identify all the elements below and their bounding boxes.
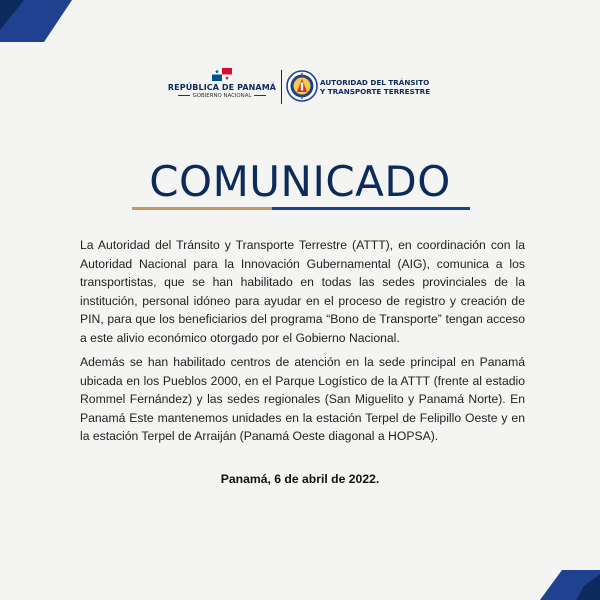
header: [0, 68, 600, 108]
body-paragraph-2: Además se han habilitado centros de atención en la sede principal en Panamá ubicada en los Pueblos 2000, en el Parque Logístico de la ATTT (frente al estadio Rommel Fernández) y las sedes regionales (San Miguelito y Panamá Norte). En Panamá Este mantenemos unidades en la estación Terpel de Felipillo Oeste y en la estación Terpel de Arraiján (Panamá Oeste diagonal a HOPSA).: [80, 355, 525, 443]
government-logo: [166, 68, 278, 99]
underline-blue-segment: [272, 207, 470, 210]
underline-gold-segment: [132, 207, 272, 210]
corner-decoration-bottom-right: [536, 570, 600, 600]
attt-emblem-icon: [286, 70, 318, 102]
title-underline: [132, 207, 470, 210]
government-subtitle: GOBIERNO NACIONAL: [192, 93, 252, 99]
corner-decoration-top-left: [0, 0, 72, 42]
page-title: COMUNICADO: [149, 157, 451, 206]
agency-name-line2: Y TRANSPORTE TERRESTRE: [320, 87, 431, 96]
government-subtitle-row: [166, 93, 278, 99]
signoff-date: Panamá, 6 de abril de 2022.: [220, 472, 380, 486]
agency-name: [320, 78, 430, 96]
government-title: REPÚBLICA DE PANAMÁ: [167, 83, 277, 92]
header-divider: [281, 70, 282, 104]
panama-flag-icon: [212, 68, 232, 81]
body-paragraph-1: La Autoridad del Tránsito y Transporte Terrestre (ATTT), en coordinación con la Autoridad Nacional para la Innovación Gubernamental (AIG), comunica a los transportistas, que se han habilitado en todas las sedes provinciales de la institución, personal idóneo para ayudar en el proceso de registro y creación de PIN, para que los beneficiarios del programa “Bono de Transporte” tengan acceso a este alivio económico otorgado por el Gobierno Nacional.: [80, 238, 525, 345]
agency-name-line1: AUTORIDAD DEL TRÁNSITO: [320, 78, 430, 87]
